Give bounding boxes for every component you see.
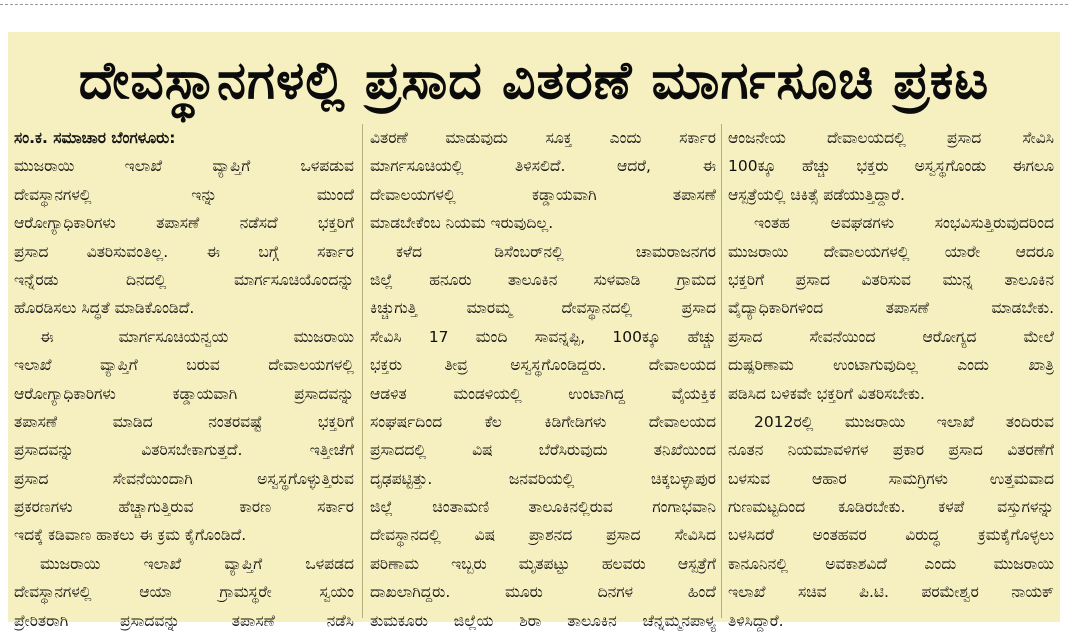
text-line: ಪರಿಣಾಮ ಇಬ್ಬರು ಮೃತಪಟ್ಟು ಹಲವರು ಆಸ್ಪತ್ರೆಗೆ (370, 554, 716, 573)
top-divider (0, 4, 1068, 5)
text-line: ಪಡಿಸಿದ ಬಳಿಕವೇ ಭಕ್ತರಿಗೆ ವಿತರಿಸಬೇಕು. (728, 384, 925, 403)
text-line: ಬಳಸುವ ಆಹಾರ ಸಾಮಗ್ರಿಗಳು ಉತ್ತಮವಾದ (728, 469, 1054, 488)
text-line: ಜಿಲ್ಲೆ ಚಿಂತಾಮಣಿ ತಾಲೂಕಿನಲ್ಲಿರುವ ಗಂಗಾಭವಾನಿ (370, 498, 716, 517)
text-line: ಪ್ರಸಾದ ಸೇವನೆಯಿಂದಾಗಿ ಅಸ್ವಸ್ಥಗೊಳ್ಳುತ್ತಿರುವ (14, 469, 354, 488)
text-line: ಕಳೆದ ಡಿಸೆಂಬರ್‌ನಲ್ಲಿ ಚಾಮರಾಜನಗರ (396, 242, 716, 261)
text-line: ಆರೋಗ್ಯಾಧಿಕಾರಿಗಳು ಕಡ್ಡಾಯವಾಗಿ ಪ್ರಸಾದವನ್ನು (14, 384, 354, 403)
text-line: ದೃಢಪಟ್ಟಿತ್ತು. ಜನವರಿಯಲ್ಲಿ ಚಿಕ್ಕಬಳ್ಳಾಪುರ (370, 469, 716, 488)
text-line: ಮುಜರಾಯಿ ಇಲಾಖೆ ವ್ಯಾಪ್ತಿಗೆ ಒಳಪಡುವ (14, 157, 354, 176)
text-line: ಸೇವಿಸಿ 17 ಮಂದಿ ಸಾವನ್ನಪ್ಪಿ, 100ಕ್ಕೂ ಹೆಚ್ಚು (370, 327, 716, 346)
text-line: ಇಲಾಖೆ ವ್ಯಾಪ್ತಿಗೆ ಬರುವ ದೇವಾಲಯಗಳಲ್ಲಿ (14, 356, 354, 375)
headline: ದೇವಸ್ಥಾನಗಳಲ್ಲಿ ಪ್ರಸಾದ ವಿತರಣೆ ಮಾರ್ಗಸೂಚಿ ಪ್ರಕಟ (78, 50, 990, 111)
text-line: ದೇವಾಲಯಗಳಲ್ಲಿ ಕಡ್ಡಾಯವಾಗಿ ತಪಾಸಣೆ (370, 185, 716, 204)
text-line: ನೂತನ ನಿಯಮಾವಳಿಗಳ ಪ್ರಕಾರ ಪ್ರಸಾದ ವಿತರಣೆಗೆ (728, 441, 1054, 460)
text-line: ಇಂತಹ ಅವಘಡಗಳು ಸಂಭವಿಸುತ್ತಿರುವುದರಿಂದ (754, 214, 1054, 233)
text-line: ಮಾಡಬೇಕೆಂಬ ನಿಯಮ ಇರುವುದಿಲ್ಲ. (370, 214, 554, 233)
text-line: ಪ್ರಕರಣಗಳು ಹೆಚ್ಚಾಗುತ್ತಿರುವ ಕಾರಣ ಸರ್ಕಾರ (14, 498, 354, 517)
text-line: ದೇವಸ್ಥಾನದಲ್ಲಿ ವಿಷ ಪ್ರಾಶನದ ಪ್ರಸಾದ ಸೇವಿಸಿದ (370, 526, 716, 545)
text-line: ಪ್ರೇರಿತರಾಗಿ ಪ್ರಸಾದವನ್ನು ತಪಾಸಣೆ ನಡೆಸಿ (14, 611, 354, 630)
article-column-2 (370, 124, 716, 635)
text-line: ತುಮಕೂರು ಜಿಲ್ಲೆಯ ಶಿರಾ ತಾಲೂಕಿನ ಚೆನ್ನಮ್ಮನಪಾಳ್ಯ (370, 611, 716, 630)
text-line: ತಪಾಸಣೆ ಮಾಡಿದ ನಂತರವಷ್ಟೆ ಭಕ್ತರಿಗೆ (14, 412, 354, 431)
article-column-1 (14, 124, 354, 635)
text-line: ವೈದ್ಯಾಧಿಕಾರಿಗಳಿಂದ ತಪಾಸಣೆ ಮಾಡಬೇಕು. (728, 299, 1054, 318)
text-line: ಈ ಮಾರ್ಗಸೂಚಿಯನ್ವಯ ಮುಜರಾಯಿ (40, 327, 354, 346)
text-line: ದೇವಸ್ಥಾನಗಳಲ್ಲಿ ಇನ್ನು ಮುಂದೆ (14, 185, 354, 204)
text-line: 100ಕ್ಕೂ ಹೆಚ್ಚು ಭಕ್ತರು ಅಸ್ವಸ್ಥಗೊಂಡು ಈಗಲೂ (728, 157, 1054, 176)
text-line: ಪ್ರಸಾದವನ್ನು ವಿತರಿಸಬೇಕಾಗುತ್ತದೆ. ಇತ್ತೀಚೆಗೆ (14, 441, 354, 460)
dateline: ಸಂ.ಕ. ಸಮಾಚಾರ ಬೆಂಗಳೂರು: (14, 129, 176, 147)
text-line: ದುಷ್ಪರಿಣಾಮ ಉಂಟಾಗುವುದಿಲ್ಲ ಎಂದು ಖಾತ್ರಿ (728, 356, 1054, 375)
text-line: ಆಡಳಿತ ಮಂಡಳಿಯಲ್ಲಿ ಉಂಟಾಗಿದ್ದ ವೈಯಕ್ತಿಕ (370, 384, 716, 403)
text-line: ಆಸ್ಪತ್ರೆಯಲ್ಲಿ ಚಿಕಿತ್ಸೆ ಪಡೆಯುತ್ತಿದ್ದಾರೆ. (728, 185, 905, 204)
text-line: ಮುಜರಾಯಿ ಇಲಾಖೆ ವ್ಯಾಪ್ತಿಗೆ ಒಳಪಡದ (40, 554, 354, 573)
article-column-3 (728, 124, 1054, 635)
text-line: ಮುಜರಾಯಿ ದೇವಾಲಯಗಳಲ್ಲಿ ಯಾರೇ ಆದರೂ (728, 242, 1054, 261)
text-line: ಪ್ರಸಾದದಲ್ಲಿ ವಿಷ ಬೆರೆಸಿರುವುದು ತನಿಖೆಯಿಂದ (370, 441, 716, 460)
column-divider (721, 124, 722, 618)
text-line: ಪ್ರಸಾದ ವಿತರಿಸುವಂತಿಲ್ಲ. ಈ ಬಗ್ಗೆ ಸರ್ಕಾರ (14, 242, 354, 261)
text-line: ಆರೋಗ್ಯಾಧಿಕಾರಿಗಳು ತಪಾಸಣೆ ನಡೆಸದೆ ಭಕ್ತರಿಗೆ (14, 214, 354, 233)
text-line: ಜಿಲ್ಲೆ ಹನೂರು ತಾಲೂಕಿನ ಸುಳವಾಡಿ ಗ್ರಾಮದ (370, 270, 716, 289)
text-line: ತಿಳಿಸಿದ್ದಾರೆ. (728, 611, 784, 630)
text-line: 2012ರಲ್ಲಿ ಮುಜರಾಯಿ ಇಲಾಖೆ ತಂದಿರುವ (754, 412, 1054, 431)
text-line: ವಿತರಣೆ ಮಾಡುವುದು ಸೂಕ್ತ ಎಂದು ಸರ್ಕಾರ (370, 129, 716, 147)
text-line: ದಾಖಲಾಗಿದ್ದರು. ಮೂರು ದಿನಗಳ ಹಿಂದೆ (370, 583, 716, 602)
text-line: ಗುಣಮಟ್ಟದಿಂದ ಕೂಡಿರಬೇಕು. ಕಳಪೆ ವಸ್ತುಗಳನ್ನು (728, 498, 1054, 517)
text-line: ಪ್ರಸಾದ ಸೇವನೆಯಿಂದ ಆರೋಗ್ಯದ ಮೇಲೆ (728, 327, 1054, 346)
text-line: ಹೊರಡಿಸಲು ಸಿದ್ಧತೆ ಮಾಡಿಕೊಂಡಿದೆ. (14, 299, 195, 318)
text-line: ಕಾನೂನಿನಲ್ಲಿ ಅವಕಾಶವಿದೆ ಎಂದು ಮುಜರಾಯಿ (728, 554, 1054, 573)
text-line: ಭಕ್ತರು ತೀವ್ರ ಅಸ್ವಸ್ಥಗೊಂಡಿದ್ದರು. ದೇವಾಲಯದ (370, 356, 716, 375)
text-line: ಆಂಜನೇಯ ದೇವಾಲಯದಲ್ಲಿ ಪ್ರಸಾದ ಸೇವಿಸಿ (728, 129, 1054, 147)
text-line: ದೇವಸ್ಥಾನಗಳಲ್ಲಿ ಆಯಾ ಗ್ರಾಮಸ್ಥರೇ ಸ್ವಯಂ (14, 583, 354, 602)
text-line: ಇನ್ನೆರಡು ದಿನದಲ್ಲಿ ಮಾರ್ಗಸೂಚಿಯೊಂದನ್ನು (14, 270, 354, 289)
column-divider (362, 124, 363, 618)
text-line: ಮಾರ್ಗಸೂಚಿಯಲ್ಲಿ ತಿಳಿಸಲಿದೆ. ಆದರೆ, ಈ (370, 157, 716, 176)
text-line: ಇಲಾಖೆ ಸಚಿವ ಪಿ.ಟಿ. ಪರಮೇಶ್ವರ ನಾಯಕ್ (728, 583, 1054, 602)
text-line: ಬಳಸಿದರೆ ಅಂತಹವರ ವಿರುದ್ಧ ಕ್ರಮಕೈಗೊಳ್ಳಲು (728, 526, 1054, 545)
newspaper-clipping (8, 32, 1060, 630)
text-line: ಸಂಘರ್ಷದಿಂದ ಕೆಲ ಕಿಡಿಗೇಡಿಗಳು ದೇವಾಲಯದ (370, 412, 716, 431)
text-line: ಭಕ್ತರಿಗೆ ಪ್ರಸಾದ ವಿತರಿಸುವ ಮುನ್ನ ತಾಲೂಕಿನ (728, 270, 1054, 289)
text-line: ಕಿಚ್ಚುಗುತ್ತಿ ಮಾರಮ್ಮ ದೇವಸ್ಥಾನದಲ್ಲಿ ಪ್ರಸಾದ (370, 299, 716, 318)
text-line: ಇದಕ್ಕೆ ಕಡಿವಾಣ ಹಾಕಲು ಈ ಕ್ರಮ ಕೈಗೊಂಡಿದೆ. (14, 526, 247, 545)
